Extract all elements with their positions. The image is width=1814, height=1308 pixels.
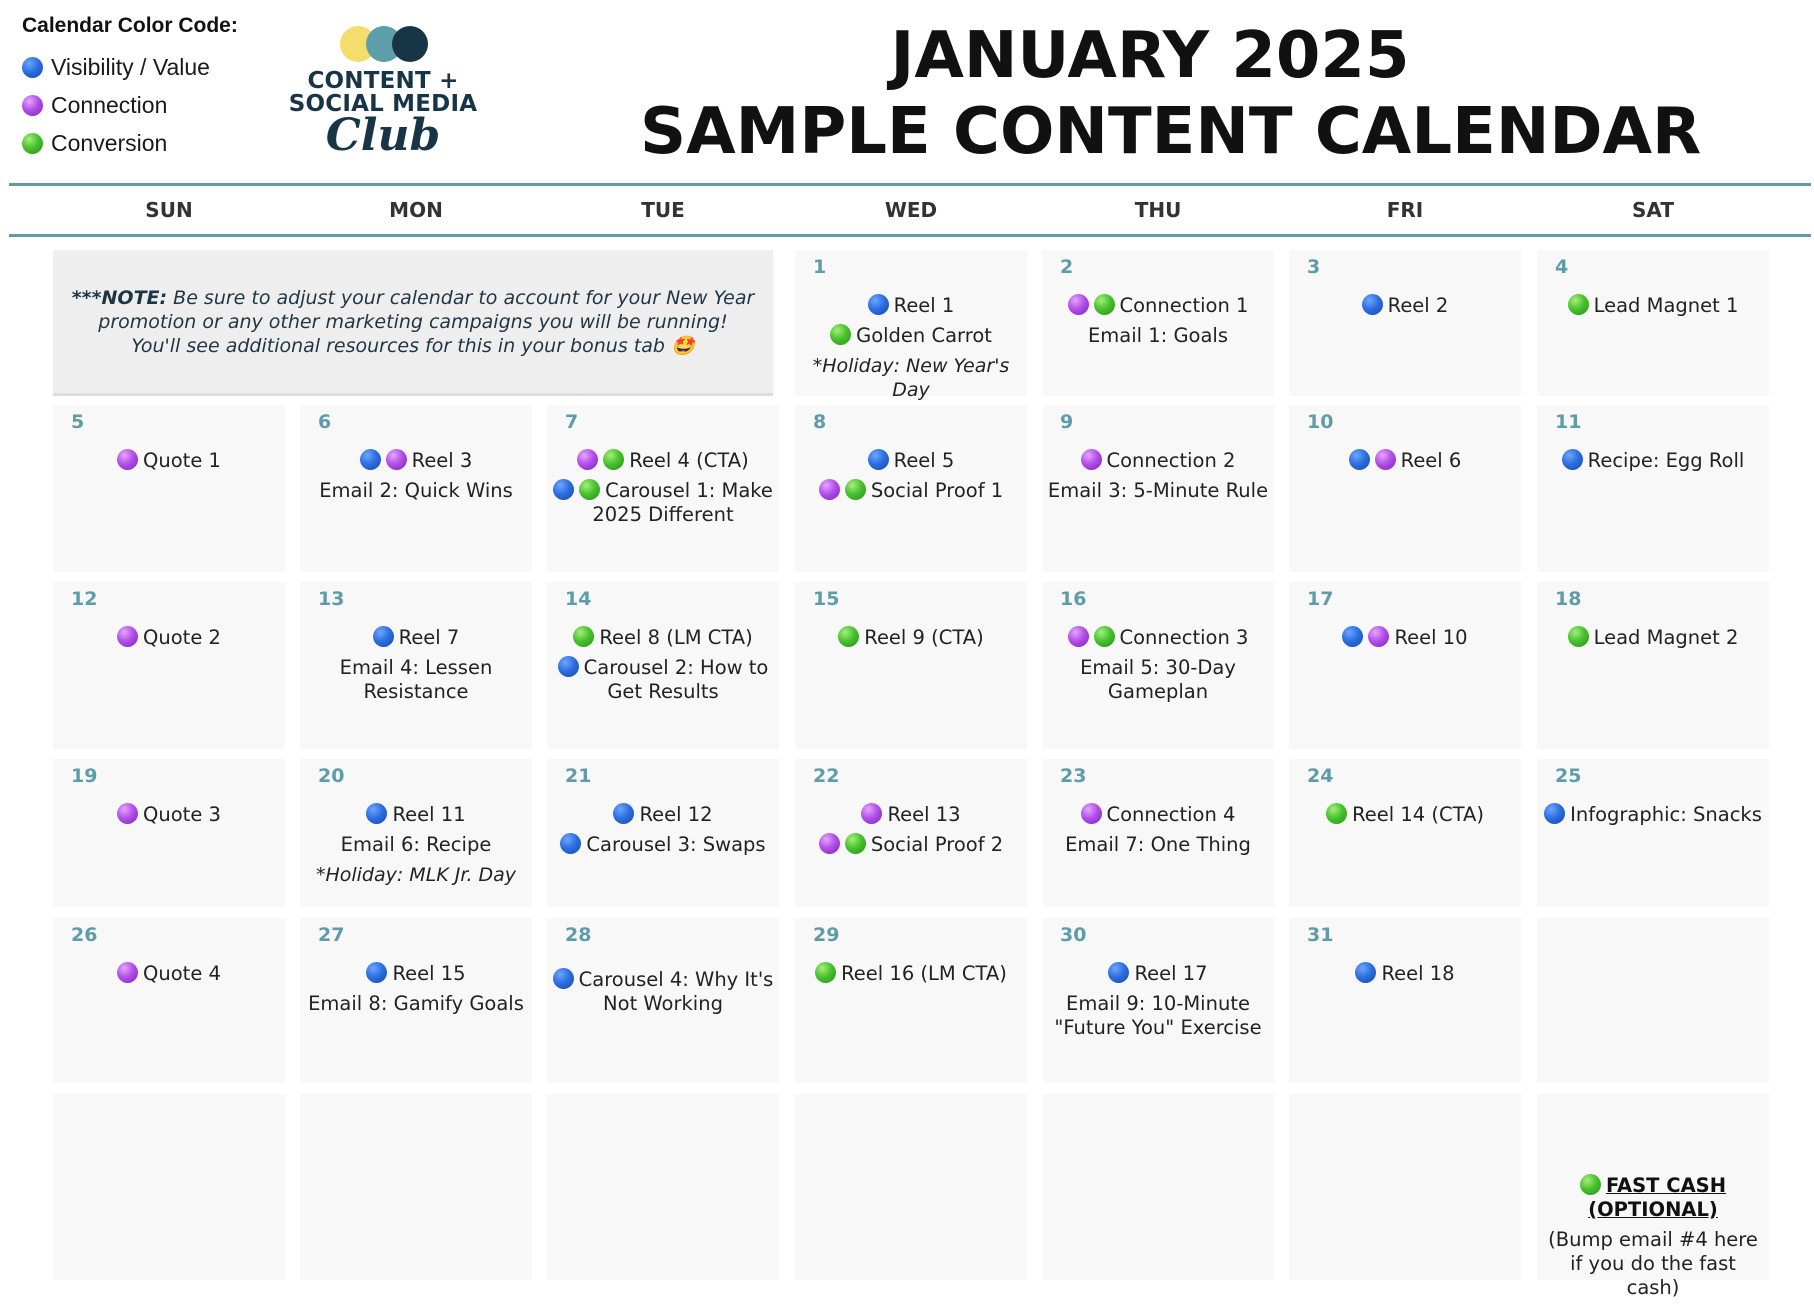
logo-script: Club — [325, 110, 441, 161]
day-number: 5 — [71, 411, 85, 433]
day-number: 13 — [318, 588, 345, 610]
day-number: 24 — [1307, 765, 1334, 787]
content-item-label: Reel 14 (CTA) — [1352, 803, 1484, 826]
weekday-sat: SAT — [1632, 198, 1674, 222]
weekday-sun: SUN — [145, 198, 193, 222]
calendar-day-28 — [547, 918, 779, 1083]
content-item — [1046, 294, 1270, 318]
day-content — [1541, 449, 1765, 479]
content-item-label: Quote 1 — [143, 449, 221, 472]
content-item — [551, 626, 775, 650]
legend-title: Calendar Color Code: — [22, 14, 238, 37]
content-item — [551, 656, 775, 704]
content-item — [304, 803, 528, 827]
content-item — [551, 803, 775, 827]
calendar-day-7 — [547, 405, 779, 572]
day-number: 3 — [1307, 256, 1321, 278]
day-content — [799, 962, 1023, 992]
calendar-day-11 — [1537, 405, 1769, 572]
content-item-label: Carousel 4: Why It's Not Working — [578, 968, 774, 1015]
logo-circles-icon — [340, 26, 432, 66]
content-item — [799, 962, 1023, 986]
content-item-label: Reel 15 — [392, 962, 466, 985]
content-item — [799, 324, 1023, 348]
blue-dot-icon — [373, 626, 394, 647]
calendar-empty-cell — [547, 1094, 779, 1280]
day-number: 16 — [1060, 588, 1087, 610]
logo-text-line2: SOCIAL MEDIA — [288, 91, 478, 117]
content-item-label: Reel 9 (CTA) — [864, 626, 984, 649]
content-item — [1046, 449, 1270, 473]
blue-dot-icon — [868, 294, 889, 315]
content-item-label: Reel 10 — [1394, 626, 1468, 649]
purple-dot-icon — [819, 479, 840, 500]
calendar-day-18 — [1537, 582, 1769, 749]
day-number: 17 — [1307, 588, 1334, 610]
blue-dot-icon — [1108, 962, 1129, 983]
content-item — [1046, 992, 1270, 1040]
content-item — [1046, 803, 1270, 827]
day-content — [57, 626, 281, 656]
content-item — [1293, 449, 1517, 473]
purple-dot-icon — [577, 449, 598, 470]
blue-dot-icon — [558, 656, 579, 677]
day-number: 8 — [813, 411, 827, 433]
calendar-day-2 — [1042, 250, 1274, 396]
content-item-label: Email 3: 5-Minute Rule — [1047, 479, 1269, 502]
content-item — [1046, 833, 1270, 857]
blue-dot-icon — [1362, 294, 1383, 315]
calendar-day-16 — [1042, 582, 1274, 749]
green-dot-icon — [1568, 626, 1589, 647]
content-item — [304, 656, 528, 704]
content-item-label: Reel 4 (CTA) — [629, 449, 749, 472]
fast-cash-title-row — [1541, 1174, 1765, 1222]
day-number: 9 — [1060, 411, 1074, 433]
day-number: 22 — [813, 765, 840, 787]
purple-dot-icon — [117, 626, 138, 647]
day-number: 14 — [565, 588, 592, 610]
content-item-label: Email 7: One Thing — [1065, 833, 1251, 856]
content-item — [799, 626, 1023, 650]
day-number: 30 — [1060, 924, 1087, 946]
legend-item-connection — [22, 86, 238, 124]
calendar-empty-cell — [1537, 918, 1769, 1083]
weekday-header — [9, 186, 1811, 234]
content-item-label: Reel 13 — [887, 803, 961, 826]
day-content — [551, 449, 775, 533]
calendar-day-8 — [795, 405, 1027, 572]
day-number: 12 — [71, 588, 98, 610]
calendar-empty-cell — [795, 1094, 1027, 1280]
content-item-label: Email 1: Goals — [1087, 324, 1229, 347]
calendar-day-4 — [1537, 250, 1769, 396]
day-content — [799, 294, 1023, 408]
holiday-note — [304, 863, 528, 887]
weekday-mon: MON — [389, 198, 443, 222]
green-dot-icon — [603, 449, 624, 470]
content-item — [1293, 962, 1517, 986]
day-content — [1541, 803, 1765, 833]
purple-dot-icon — [117, 803, 138, 824]
blue-dot-icon — [553, 479, 574, 500]
content-item — [1541, 626, 1765, 650]
content-item-label: Reel 8 (LM CTA) — [599, 626, 753, 649]
content-item-label: *Holiday: MLK Jr. Day — [315, 864, 517, 886]
content-item-label: Reel 11 — [392, 803, 466, 826]
calendar-empty-cell — [53, 1094, 285, 1280]
holiday-note — [799, 354, 1023, 402]
day-content — [1293, 449, 1517, 479]
blue-dot-icon — [22, 57, 43, 78]
content-item-label: Reel 5 — [893, 449, 955, 472]
content-item — [1541, 803, 1765, 827]
content-item-label: Email 2: Quick Wins — [319, 479, 513, 502]
calendar-day-12 — [53, 582, 285, 749]
blue-dot-icon — [560, 833, 581, 854]
purple-dot-icon — [386, 449, 407, 470]
day-number: 19 — [71, 765, 98, 787]
content-item-label: Connection 3 — [1119, 626, 1249, 649]
content-item — [1293, 626, 1517, 650]
purple-dot-icon — [1068, 294, 1089, 315]
day-content — [1293, 294, 1517, 324]
day-number: 20 — [318, 765, 345, 787]
green-dot-icon — [838, 626, 859, 647]
content-item — [57, 962, 281, 986]
title-month: JANUARY 2025 — [890, 19, 1410, 93]
green-dot-icon — [1094, 294, 1115, 315]
note-box — [53, 250, 773, 396]
day-content — [304, 803, 528, 893]
purple-dot-icon — [117, 449, 138, 470]
green-dot-icon — [830, 324, 851, 345]
day-content — [551, 803, 775, 863]
calendar-day-6 — [300, 405, 532, 572]
content-item-label: Connection 2 — [1106, 449, 1236, 472]
weekday-tue: TUE — [641, 198, 685, 222]
content-item-label: Email 6: Recipe — [340, 833, 492, 856]
calendar-day-15 — [795, 582, 1027, 749]
content-item — [1046, 626, 1270, 650]
content-item-label: Reel 1 — [893, 294, 955, 317]
purple-dot-icon — [1081, 803, 1102, 824]
day-content — [304, 962, 528, 1022]
content-item-label: Reel 7 — [398, 626, 460, 649]
blue-dot-icon — [1342, 626, 1363, 647]
purple-dot-icon — [1068, 626, 1089, 647]
blue-dot-icon — [360, 449, 381, 470]
blue-dot-icon — [1349, 449, 1370, 470]
day-content — [57, 803, 281, 833]
day-content — [1046, 294, 1270, 354]
calendar-day-17 — [1289, 582, 1521, 749]
content-item — [304, 992, 528, 1016]
content-item-label: Carousel 3: Swaps — [586, 833, 766, 856]
content-item — [799, 294, 1023, 318]
calendar-day-31 — [1289, 918, 1521, 1083]
day-content — [304, 626, 528, 710]
day-content — [1046, 962, 1270, 1046]
content-item — [1293, 803, 1517, 827]
logo-text-line1: CONTENT + — [307, 68, 459, 94]
weekday-wed: WED — [884, 198, 938, 222]
purple-dot-icon — [117, 962, 138, 983]
day-content — [1046, 626, 1270, 710]
color-legend — [22, 14, 238, 162]
legend-label: Visibility / Value — [51, 53, 210, 80]
green-dot-icon — [1094, 626, 1115, 647]
calendar-day-19 — [53, 759, 285, 907]
content-item-label: Email 8: Gamify Goals — [308, 992, 524, 1015]
day-content — [57, 449, 281, 479]
content-item-label: Quote 3 — [143, 803, 221, 826]
brand-logo — [288, 26, 478, 166]
day-number: 1 — [813, 256, 827, 278]
day-content — [1293, 962, 1517, 992]
calendar-day-26 — [53, 918, 285, 1083]
content-item-label: Reel 3 — [411, 449, 473, 472]
day-content — [1293, 803, 1517, 833]
calendar-day-29 — [795, 918, 1027, 1083]
content-item-label: *Holiday: New Year's Day — [812, 355, 1010, 401]
day-number: 18 — [1555, 588, 1582, 610]
content-item-label: Social Proof 1 — [870, 479, 1004, 502]
content-item-label: Recipe: Egg Roll — [1587, 449, 1745, 472]
purple-dot-icon — [861, 803, 882, 824]
calendar-day-22 — [795, 759, 1027, 907]
day-number: 25 — [1555, 765, 1582, 787]
day-content — [551, 962, 775, 1022]
calendar-day-5 — [53, 405, 285, 572]
day-number: 31 — [1307, 924, 1334, 946]
content-item-label: Reel 16 (LM CTA) — [841, 962, 1007, 985]
blue-dot-icon — [366, 962, 387, 983]
content-item — [1046, 656, 1270, 704]
content-item — [799, 479, 1023, 503]
calendar-empty-cell — [1289, 1094, 1521, 1280]
calendar-day-30 — [1042, 918, 1274, 1083]
weekday-thu: THU — [1134, 198, 1182, 222]
green-dot-icon — [1580, 1174, 1601, 1195]
content-item — [551, 833, 775, 857]
blue-dot-icon — [613, 803, 634, 824]
content-item-label: Reel 2 — [1387, 294, 1449, 317]
fast-cash-cell — [1537, 1094, 1769, 1299]
green-dot-icon — [1326, 803, 1347, 824]
content-item-label: Reel 12 — [639, 803, 713, 826]
calendar-day-20 — [300, 759, 532, 907]
calendar-day-25 — [1537, 759, 1769, 907]
fast-cash-text: (Bump email #4 here if you do the fast cash) — [1548, 1228, 1758, 1299]
content-item-label: Quote 4 — [143, 962, 221, 985]
day-number: 15 — [813, 588, 840, 610]
calendar-day-1 — [795, 250, 1027, 401]
fast-cash-title: FAST CASH (OPTIONAL) — [1588, 1174, 1727, 1221]
content-item — [304, 479, 528, 503]
content-item — [551, 449, 775, 473]
blue-dot-icon — [1544, 803, 1565, 824]
day-number: 6 — [318, 411, 332, 433]
green-dot-icon — [845, 833, 866, 854]
content-item-label: Email 4: Lessen Resistance — [339, 656, 493, 703]
content-item — [1541, 449, 1765, 473]
content-item — [57, 449, 281, 473]
content-item — [551, 968, 775, 1016]
page-title — [640, 18, 1702, 170]
content-item-label: Email 5: 30-Day Gameplan — [1080, 656, 1236, 703]
green-dot-icon — [579, 479, 600, 500]
day-number: 21 — [565, 765, 592, 787]
day-content — [799, 449, 1023, 509]
content-item — [1541, 294, 1765, 318]
green-dot-icon — [573, 626, 594, 647]
calendar-empty-cell — [1042, 1094, 1274, 1280]
blue-dot-icon — [553, 968, 574, 989]
day-content — [551, 626, 775, 710]
header-divider-bottom — [9, 234, 1811, 237]
purple-dot-icon — [1375, 449, 1396, 470]
content-item — [57, 626, 281, 650]
calendar-day-27 — [300, 918, 532, 1083]
content-item — [57, 803, 281, 827]
purple-dot-icon — [819, 833, 840, 854]
day-content — [57, 962, 281, 992]
legend-item-conversion — [22, 124, 238, 162]
calendar-day-14 — [547, 582, 779, 749]
day-content — [1046, 449, 1270, 509]
calendar-day-24 — [1289, 759, 1521, 907]
title-subtitle: SAMPLE CONTENT CALENDAR — [640, 95, 1702, 169]
day-content — [1046, 803, 1270, 863]
purple-dot-icon — [1081, 449, 1102, 470]
content-item-label: Social Proof 2 — [870, 833, 1004, 856]
green-dot-icon — [815, 962, 836, 983]
day-number: 23 — [1060, 765, 1087, 787]
content-item — [799, 803, 1023, 827]
content-item-label: Lead Magnet 1 — [1593, 294, 1739, 317]
content-item-label: Reel 18 — [1381, 962, 1455, 985]
purple-dot-icon — [1368, 626, 1389, 647]
content-item-label: Connection 4 — [1106, 803, 1236, 826]
blue-dot-icon — [1355, 962, 1376, 983]
legend-label: Conversion — [51, 129, 168, 156]
day-content — [799, 803, 1023, 863]
content-item-label: Quote 2 — [143, 626, 221, 649]
green-dot-icon — [1568, 294, 1589, 315]
content-item — [1293, 294, 1517, 318]
day-number: 27 — [318, 924, 345, 946]
calendar-day-21 — [547, 759, 779, 907]
day-number: 26 — [71, 924, 98, 946]
content-item — [799, 449, 1023, 473]
calendar-day-3 — [1289, 250, 1521, 396]
day-number: 11 — [1555, 411, 1582, 433]
content-item — [1046, 962, 1270, 986]
legend-item-visibility — [22, 48, 238, 86]
content-item-label: Infographic: Snacks — [1570, 803, 1762, 826]
calendar-day-23 — [1042, 759, 1274, 907]
blue-dot-icon — [366, 803, 387, 824]
day-number: 10 — [1307, 411, 1334, 433]
content-item — [1046, 324, 1270, 348]
green-dot-icon — [845, 479, 866, 500]
content-item-label: Carousel 1: Make 2025 Different — [592, 479, 773, 526]
content-item — [304, 833, 528, 857]
day-number: 28 — [565, 924, 592, 946]
content-item-label: Reel 6 — [1400, 449, 1462, 472]
note-prefix: ***NOTE: — [71, 287, 168, 309]
day-number: 29 — [813, 924, 840, 946]
calendar-empty-cell — [300, 1094, 532, 1280]
content-item-label: Carousel 2: How to Get Results — [583, 656, 769, 703]
content-item-label: Email 9: 10-Minute "Future You" Exercise — [1054, 992, 1262, 1039]
fast-cash-content — [1541, 1174, 1765, 1306]
day-number: 4 — [1555, 256, 1569, 278]
content-item-label: Golden Carrot — [856, 324, 992, 347]
note-body: Be sure to adjust your calendar to account for your New Year promotion or any other marketing campaigns you will be running! You'll see additional resources for this in your bonus tab 🤩 — [98, 287, 755, 357]
calendar-day-13 — [300, 582, 532, 749]
green-dot-icon — [22, 133, 43, 154]
legend-label: Connection — [51, 91, 168, 118]
calendar-day-9 — [1042, 405, 1274, 572]
content-item — [551, 479, 775, 527]
calendar-day-10 — [1289, 405, 1521, 572]
content-item — [304, 449, 528, 473]
content-item — [799, 833, 1023, 857]
content-item-label: Lead Magnet 2 — [1593, 626, 1739, 649]
note-text — [71, 286, 755, 358]
content-item-label: Reel 17 — [1134, 962, 1208, 985]
day-content — [1541, 626, 1765, 656]
day-content — [1293, 626, 1517, 656]
content-item — [304, 962, 528, 986]
blue-dot-icon — [1562, 449, 1583, 470]
content-item — [304, 626, 528, 650]
content-item — [1046, 479, 1270, 503]
weekday-fri: FRI — [1386, 198, 1424, 222]
blue-dot-icon — [868, 449, 889, 470]
day-content — [304, 449, 528, 509]
content-item-label: Connection 1 — [1119, 294, 1249, 317]
day-content — [1541, 294, 1765, 324]
purple-dot-icon — [22, 95, 43, 116]
day-content — [799, 626, 1023, 656]
day-number: 2 — [1060, 256, 1074, 278]
day-number: 7 — [565, 411, 579, 433]
